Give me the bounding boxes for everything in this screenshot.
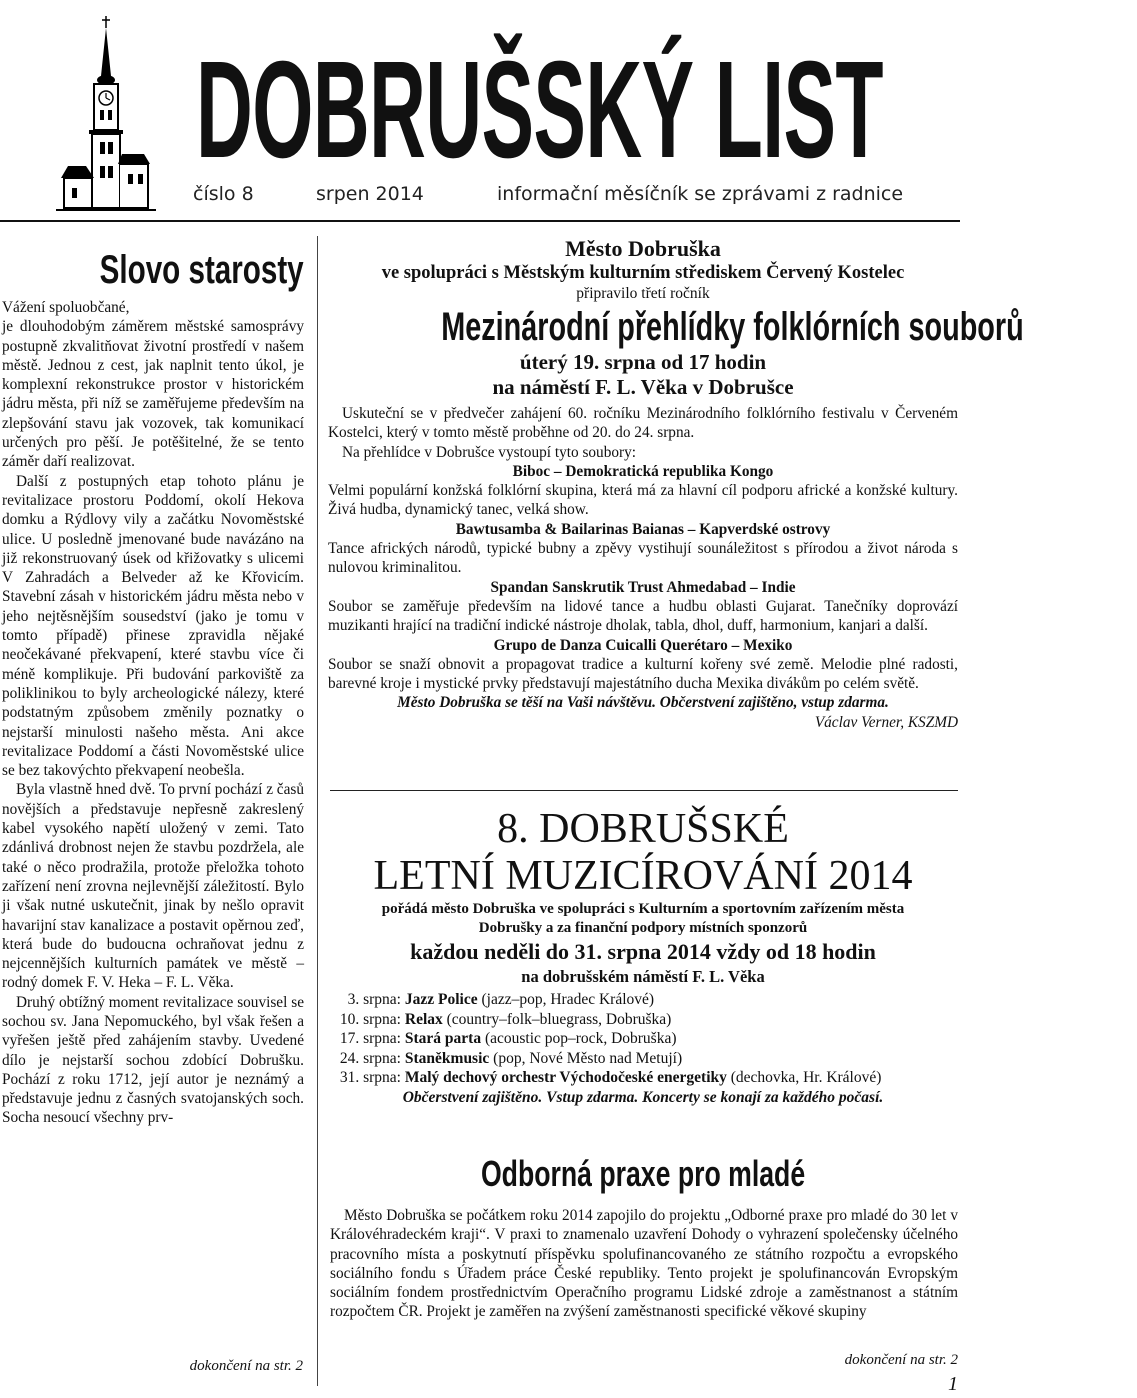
program-band: Stará parta (404, 1030, 482, 1047)
masthead-tagline: informační měsíčník se zprávami z radnice (497, 183, 904, 205)
program-band: Malý dechový orchestr Východočeské energetiky (404, 1069, 727, 1086)
music-title-2: LETNÍ MUZICÍROVÁNÍ 2014 (373, 853, 913, 899)
program-note: (jazz–pop, Hradec Králové) (481, 991, 655, 1008)
group-name: Bawtusamba & Bailarinas Baianas – Kapverdské ostrovy (455, 520, 831, 538)
program-note: (pop, Nové Město nad Metují) (493, 1049, 683, 1067)
praxe-heading-box (328, 1152, 958, 1200)
program-item (328, 1029, 958, 1049)
program-note: (dechovka, Hr. Králové) (730, 1069, 882, 1086)
folklore-intro: Uskuteční se v předvečer zahájení 60. ročníku Mezinárodního folklórního festivalu v Červeném Kostelci, který v tomto městě proběhne od 20. do 24. srpna. (328, 405, 958, 442)
program-date: 3. srpna: (347, 991, 401, 1008)
folklore-body (328, 404, 958, 732)
program-band: Jazz Police (404, 991, 478, 1008)
issue-number: číslo 8 (193, 183, 254, 205)
editorial-paragraph: Druhý obtížný moment revitalizace souvisel se sochou sv. Jana Nepomuckého, byl však řešen a vyřešen ještě před zahájením stavby. Uvedené dílo je nejstarší sochou zdobící Dobrušku. Pochází z roku 1712, její autor je neznámý a představuje jednu z časných svatojanských soch. Socha nesoucí všechny prv- (2, 993, 304, 1127)
masthead-title: DOBRUŠSKÝ LIST (196, 33, 883, 187)
folklore-title-box (328, 304, 1024, 350)
program-date: 31. srpna: (339, 1069, 401, 1086)
praxe-heading: Odborná praxe pro mladé (480, 1153, 806, 1194)
group-name: Biboc – Demokratická republika Kongo (512, 462, 774, 480)
music-where: na dobrušském náměstí F. L. Věka (521, 967, 765, 986)
group-desc: Soubor se snaží obnovit a propagovat tradice a kulturní kořeny své země. Melodie plné radosti, barevné kroje i mystické prvky představují majestátního ducha Mexika divákům po celém světě. (328, 655, 958, 693)
program-date: 17. srpna: (339, 1030, 401, 1047)
praxe-text: Město Dobruška se počátkem roku 2014 zapojilo do projektu „Odborné praxe pro mladé do 30 let v Královéhradeckém kraji“. V praxi to znamenalo uzavření Dohody o vyhrazení společensky účelného pracovního místa a poskytnutí příspěvku spolufinancovaného ze státního rozpočtu a evropského sociálního fondu s Úřadem práce České republiky. Tento projekt je spolufinancován Evropským sociálním fondem prostřednictvím Operačního programu Lidské zdroje a zaměstnanost a státním rozpočtem ČR. Projekt je zaměřen na zvýšení zaměstnanosti specifické věkové skupiny (330, 1207, 958, 1321)
folklore-lead: Na přehlídce v Dobrušce vystoupí tyto soubory: (342, 443, 636, 461)
program-note: (country–folk–bluegrass, Dobruška) (446, 1010, 672, 1028)
group-name: Grupo de Danza Cuicalli Querétaro – Mexiko (493, 636, 793, 654)
program-band: Staněkmusic (404, 1049, 490, 1067)
program-item (328, 1068, 958, 1088)
masthead-rule (0, 220, 960, 222)
left-heading-box (0, 246, 304, 296)
program-item (328, 1049, 958, 1069)
issue-date: srpen 2014 (316, 183, 424, 205)
group-desc: Soubor se zaměřuje především na lidové tance a hudbu oblasti Gujarat. Tanečníky doprovází muzikanti hrající na tradiční indické nástroje dholak, tabla, dhol, duff, harmonium, kanjari a další. (328, 597, 958, 635)
group-name: Spandan Sanskrutik Trust Ahmedabad – Indie (490, 578, 796, 596)
praxe-text-box (330, 1206, 958, 1322)
folklore-when: úterý 19. srpna od 17 hodin (519, 350, 767, 374)
page-number: 1 (948, 1373, 958, 1395)
music-when: každou neděli do 31. srpna 2014 vždy od 18 hodin (410, 939, 876, 964)
program-date: 10. srpna: (339, 1010, 401, 1028)
folklore-org: Město Dobruška (565, 236, 721, 261)
music-closing: Občerstvení zajištěno. Vstup zdarma. Koncerty se konají za každého počasí. (402, 1088, 884, 1106)
folklore-where: na náměstí F. L. Věka v Dobrušce (492, 375, 794, 399)
group-desc: Velmi populární konžská folklórní skupina, která má za hlavní cíl podporu africké a konžské kultury. Živá hudba, dynamický tanec, velká show. (328, 482, 958, 519)
editorial-paragraph: Vážení spoluobčané, (2, 299, 130, 316)
section-divider (330, 790, 958, 791)
folklore-coop: ve spolupráci s Městským kulturním střediskem Červený Kostelec (381, 263, 905, 283)
folklore-signature: Václav Verner, KSZMD (814, 713, 958, 731)
praxe-continued: dokončení na str. 2 (844, 1352, 958, 1368)
editorial-paragraph: je dlouhodobým záměrem městské samosprávy postupně zkvalitňovat životní prostředí v našem městě. Jednou z cest, jak naplnit tento úkol, je komplexní rekonstrukce prostor v historickém jádru města, při níž se zaměřujeme především na zlepšování stavu jak vozovek, tak komunikací určených pro pěší. Je potěšitelné, že se tento záměr daří realizovat. (2, 318, 304, 471)
program-item (328, 990, 958, 1010)
music-title-1: 8. DOBRUŠSKÉ (497, 806, 789, 852)
folklore-closing: Město Dobruška se těší na Vaši návštěvu. Občerstvení zajištěno, vstup zdarma. (397, 694, 889, 712)
program-note: (acoustic pop–rock, Dobruška) (484, 1030, 677, 1047)
music-program (328, 990, 958, 1088)
folklore-prepared: připravilo třetí ročník (576, 285, 710, 302)
group-desc: Tance afrických národů, typické bubny a zpěvy vystihují sounáležitost s přírodou a život národa s nulovou kriminalitou. (328, 540, 958, 577)
editorial-continued: dokončení na str. 2 (189, 1358, 303, 1374)
church-tower-logo (56, 14, 156, 214)
folklore-section (328, 236, 1024, 732)
folklore-title: Mezinárodní přehlídky folklórních souborů (441, 305, 1024, 349)
music-section (328, 806, 958, 1108)
left-heading: Slovo starosty (100, 248, 304, 292)
program-item (328, 1010, 958, 1030)
editorial-paragraph: Další z postupných etap tohoto plánu je revitalizace prostoru Poddomí, okolí Hekova domku a Rýdlovy vily a začátku Novoměstské ulice. U posledně jmenované bude navázáno na již rekonstruovaný úsek od křižovatky s ulicemi V Zahradách a Belveder až ke Křovicím. Stavební zásah v historickém jádru města nebo v jeho nejtěsnějším sousedství (jako je tomu v tomto případě) přinese zpravidla nějaké neočekávané překvapení, které stavbu více či méně komplikuje. Při budování parkoviště za poliklinikou to byly archeologické nálezy, které podstatným způsobem změnily poznatky o nejstarší minulosti našeho města. Ani akce revitalizace Poddomí a části Novoměstské ulice se bez takovýchto překvapení neobešla. (2, 472, 304, 780)
music-org: pořádá město Dobruška ve spolupráci s Kulturním a sportovním zařízením města Dobrušky a za finanční podpory místních sponzorů (381, 901, 905, 936)
editorial-paragraph: Byla vlastně hned dvě. To první pochází z časů novějších a představuje nepřesně zakreslený kabel vysokého napětí uložený v zemi. Tato zdánlivá drobnost nejen že stavbu pozdržela, ale také o něco prodražila, protože přeložka tohoto zařízení není zrovna nejlevnější záležitostí. Bylo ji však nutné uskutečnit, jinak by nešlo opravit havarijní stav kanalizace a postavit opěrnou zeď, která bude do budoucna ochraňovat jednu z nejcennějších kulturních památek ve městě – rodný domek F. V. Heka – F. L. Věka. (2, 781, 304, 992)
program-band: Relax (404, 1010, 443, 1028)
church-tower-icon (56, 14, 156, 214)
column-divider (317, 236, 318, 1386)
editorial-text (2, 298, 304, 1354)
program-date: 24. srpna: (339, 1049, 401, 1067)
